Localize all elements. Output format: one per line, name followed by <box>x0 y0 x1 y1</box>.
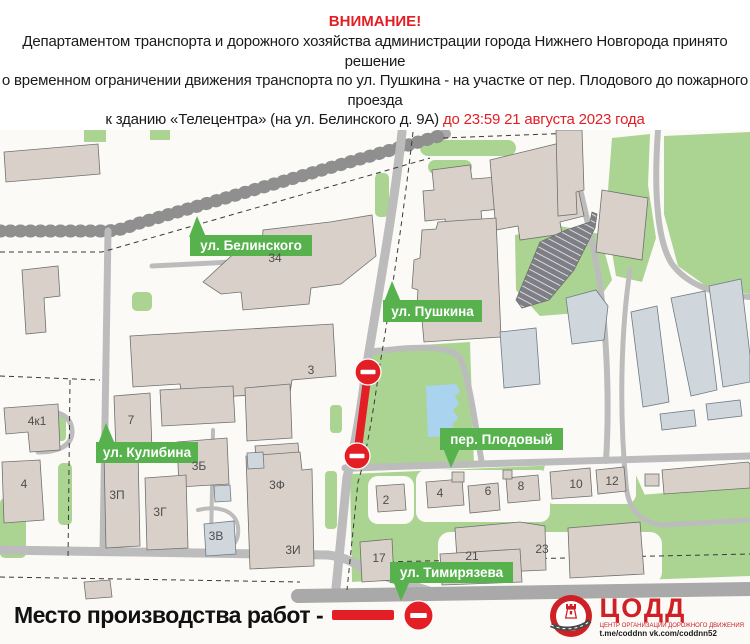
attention-title: ВНИМАНИЕ! <box>328 13 422 30</box>
codd-emblem-icon <box>547 592 595 640</box>
codd-logo-name: ЦОДД <box>599 592 687 623</box>
building-number: 3Г <box>153 505 167 519</box>
building-number: 21 <box>465 549 479 563</box>
codd-logo-links: t.me/coddnn vk.com/coddnn52 <box>599 628 717 638</box>
header-line-3-red: до 23:59 21 августа 2023 года <box>442 111 645 128</box>
building-number: 17 <box>372 551 386 565</box>
building-number: 3 <box>307 363 315 377</box>
legend-label: Место производства работ - <box>14 601 324 628</box>
svg-text:ул. Кулибина: ул. Кулибина <box>102 445 192 460</box>
building-number: 12 <box>605 474 619 488</box>
header-line-2: о временном ограничении движения транспорта по ул. Пушкина - на участке от пер. Плодового до пожарного проезда <box>1 72 749 109</box>
codd-logo-text <box>599 592 744 638</box>
no-entry-icon <box>403 600 434 631</box>
building-number: 3И <box>285 543 301 557</box>
legend <box>14 597 434 633</box>
codd-logo-tagline: ЦЕНТР ОРГАНИЗАЦИИ ДОРОЖНОГО ДВИЖЕНИЯ <box>599 622 744 629</box>
header-line-1: Департаментом транспорта и дорожного хозяйства администрации города Нижнего Новгорода принято решение <box>22 33 728 70</box>
building-number: 23 <box>535 542 549 556</box>
building-number: 3Б <box>191 459 207 473</box>
building-number: 34 <box>268 251 282 265</box>
building-number: 4 <box>20 477 28 491</box>
building-number: 6 <box>484 484 492 498</box>
building-number: 4 <box>436 486 444 500</box>
header-line-3 <box>0 110 750 130</box>
codd-logo <box>547 592 744 640</box>
no-entry-sign <box>344 443 370 469</box>
city-map <box>0 130 750 644</box>
building-number: 7 <box>127 413 135 427</box>
building-number: 8 <box>517 479 525 493</box>
building-number: 3В <box>208 529 224 543</box>
svg-text:ул. Пушкина: ул. Пушкина <box>391 304 474 319</box>
no-entry-sign <box>355 359 381 385</box>
svg-text:ул. Тимирязева: ул. Тимирязева <box>399 565 504 580</box>
building-number: 3Ф <box>269 478 285 492</box>
svg-text:ул. Белинского: ул. Белинского <box>200 238 302 253</box>
building-number: 4к1 <box>27 414 47 428</box>
svg-text:пер. Плодовый: пер. Плодовый <box>450 432 553 447</box>
building-number: 2 <box>382 493 390 507</box>
building-number: 3П <box>109 488 125 502</box>
header-line-3-black: к зданию «Телецентра» (на ул. Белинского д. 9А) <box>105 111 443 128</box>
building-number: 10 <box>569 477 583 491</box>
closure-line-sample <box>332 610 394 620</box>
